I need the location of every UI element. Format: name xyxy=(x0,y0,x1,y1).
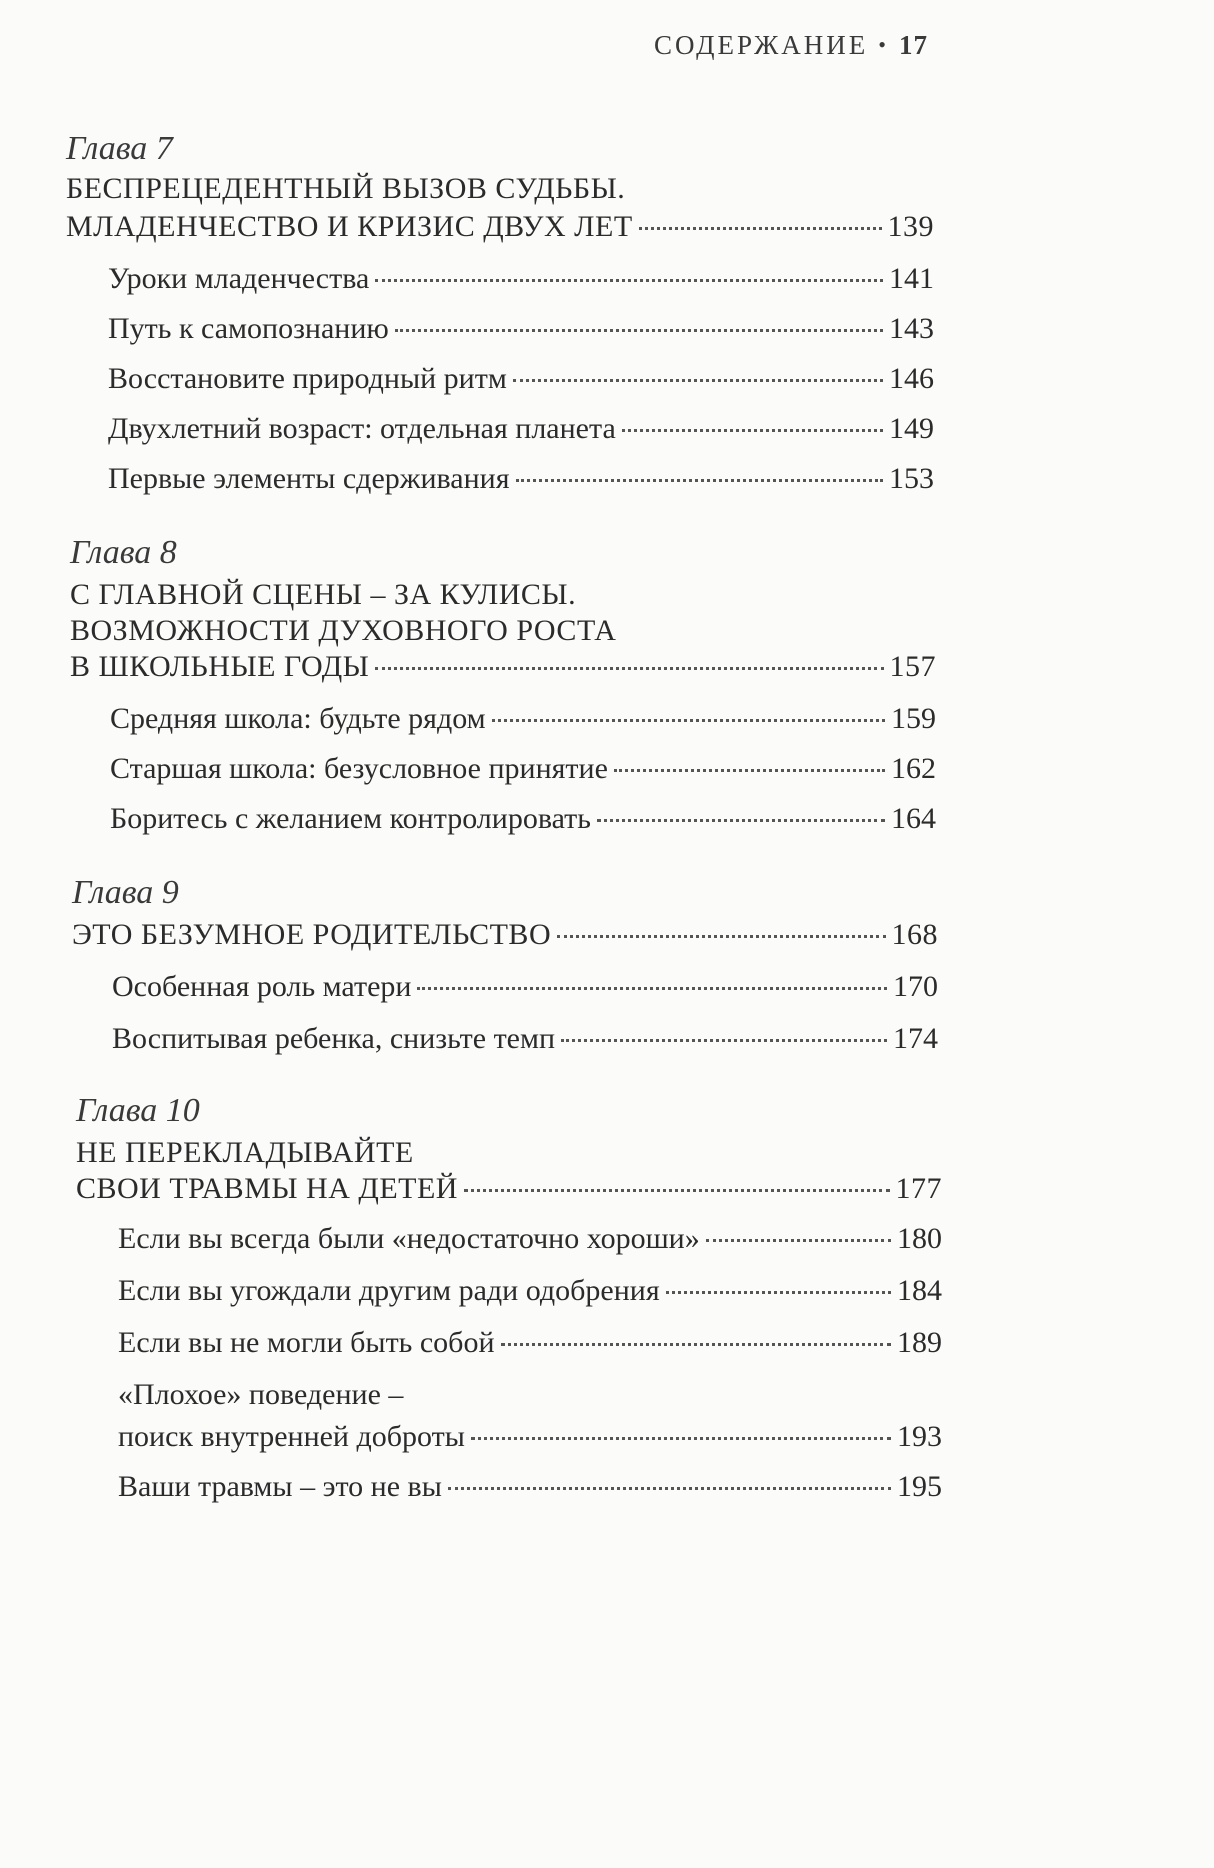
page-ref: 184 xyxy=(897,1274,942,1307)
page-ref: 146 xyxy=(889,362,934,395)
toc-entry-chapter[interactable] xyxy=(72,918,938,958)
entry-title: Боритесь с желанием контролировать xyxy=(110,802,591,835)
page-ref: 157 xyxy=(889,650,936,683)
entry-title-first-line: «Плохое» поведение – xyxy=(118,1378,404,1411)
entry-title: Если вы не могли быть собой xyxy=(118,1326,495,1359)
page-ref: 195 xyxy=(897,1470,942,1503)
toc-entry[interactable] xyxy=(108,312,934,352)
dot-leader xyxy=(448,1487,891,1490)
toc-entry-chapter[interactable] xyxy=(76,1172,942,1212)
toc-entry[interactable] xyxy=(118,1274,942,1314)
toc-entry-chapter[interactable] xyxy=(70,650,936,690)
dot-leader xyxy=(706,1239,891,1242)
dot-leader xyxy=(516,479,883,482)
page-number: 17 xyxy=(899,30,928,60)
toc-entry[interactable] xyxy=(118,1378,942,1454)
page-ref: 174 xyxy=(893,1022,938,1055)
chapter-title-line: НЕ ПЕРЕКЛАДЫВАЙТЕ xyxy=(76,1136,414,1169)
page-ref: 149 xyxy=(889,412,934,445)
page-ref: 177 xyxy=(895,1172,942,1205)
page-ref: 162 xyxy=(891,752,936,785)
page-ref: 193 xyxy=(897,1420,942,1453)
dot-leader xyxy=(501,1343,892,1346)
entry-title: Воспитывая ребенка, снизьте темп xyxy=(112,1022,556,1055)
entry-title: Восстановите природный ритм xyxy=(108,362,507,395)
page-ref: 159 xyxy=(891,702,936,735)
chapter-label: Глава 9 xyxy=(72,874,179,911)
dot-leader xyxy=(395,329,883,332)
dot-leader xyxy=(417,987,887,990)
toc-entry[interactable] xyxy=(110,802,936,842)
page-ref: 164 xyxy=(891,802,936,835)
toc-entry[interactable] xyxy=(108,362,934,402)
chapter-title-line: ВОЗМОЖНОСТИ ДУХОВНОГО РОСТА xyxy=(70,614,617,647)
toc-entry[interactable] xyxy=(112,1022,938,1062)
bullet-separator: • xyxy=(878,32,889,57)
chapter-title-line: СВОИ ТРАВМЫ НА ДЕТЕЙ xyxy=(76,1172,458,1205)
toc-entry[interactable] xyxy=(112,970,938,1010)
dot-leader xyxy=(471,1437,891,1440)
entry-title: Если вы угождали другим ради одобрения xyxy=(118,1274,660,1307)
entry-title: Если вы всегда были «недостаточно хороши» xyxy=(118,1222,700,1255)
toc-entry[interactable] xyxy=(118,1470,942,1510)
chapter-label: Глава 10 xyxy=(76,1092,200,1129)
entry-title: Особенная роль матери xyxy=(112,970,412,1003)
page-ref: 139 xyxy=(887,210,934,243)
dot-leader xyxy=(622,429,883,432)
page-ref: 141 xyxy=(889,262,934,295)
toc-entry[interactable] xyxy=(108,462,934,502)
toc-entry[interactable] xyxy=(110,702,936,742)
dot-leader xyxy=(513,379,883,382)
page-ref: 180 xyxy=(897,1222,942,1255)
page-ref: 153 xyxy=(889,462,934,495)
entry-title: Уроки младенчества xyxy=(108,262,370,295)
toc-entry[interactable] xyxy=(118,1222,942,1262)
page-ref: 189 xyxy=(897,1326,942,1359)
chapter-title-line: ЭТО БЕЗУМНОЕ РОДИТЕЛЬСТВО xyxy=(72,918,552,951)
entry-title: поиск внутренней доброты xyxy=(118,1420,465,1453)
dot-leader xyxy=(614,769,885,772)
toc-entry[interactable] xyxy=(108,262,934,302)
dot-leader xyxy=(375,279,883,282)
running-head-section: СОДЕРЖАНИЕ xyxy=(653,30,869,60)
toc-entry[interactable] xyxy=(108,412,934,452)
chapter-title-line: БЕСПРЕЦЕДЕНТНЫЙ ВЫЗОВ СУДЬБЫ. xyxy=(66,172,626,205)
toc-entry-chapter[interactable] xyxy=(66,210,934,250)
chapter-title-line: С ГЛАВНОЙ СЦЕНЫ – ЗА КУЛИСЫ. xyxy=(70,578,577,611)
entry-title: Двухлетний возраст: отдельная планета xyxy=(108,412,616,445)
dot-leader xyxy=(597,819,885,822)
dot-leader xyxy=(557,935,885,938)
entry-last-line xyxy=(118,1420,942,1454)
entry-title: Первые элементы сдерживания xyxy=(108,462,510,495)
chapter-title-line: МЛАДЕНЧЕСТВО И КРИЗИС ДВУХ ЛЕТ xyxy=(66,210,633,243)
dot-leader xyxy=(492,719,885,722)
chapter-title-line: В ШКОЛЬНЫЕ ГОДЫ xyxy=(70,650,370,683)
entry-title: Путь к самопознанию xyxy=(108,312,389,345)
page-ref: 143 xyxy=(889,312,934,345)
dot-leader xyxy=(666,1291,891,1294)
dot-leader xyxy=(375,667,883,670)
chapter-label: Глава 8 xyxy=(70,534,177,571)
chapter-label: Глава 7 xyxy=(66,130,173,167)
entry-title: Старшая школа: безусловное принятие xyxy=(110,752,608,785)
toc-entry[interactable] xyxy=(110,752,936,792)
entry-title: Средняя школа: будьте рядом xyxy=(110,702,486,735)
dot-leader xyxy=(561,1039,887,1042)
entry-title: Ваши травмы – это не вы xyxy=(118,1470,442,1503)
dot-leader xyxy=(464,1189,890,1192)
dot-leader xyxy=(639,227,882,230)
page-ref: 170 xyxy=(893,970,938,1003)
toc-entry[interactable] xyxy=(118,1326,942,1366)
page-ref: 168 xyxy=(891,918,938,951)
